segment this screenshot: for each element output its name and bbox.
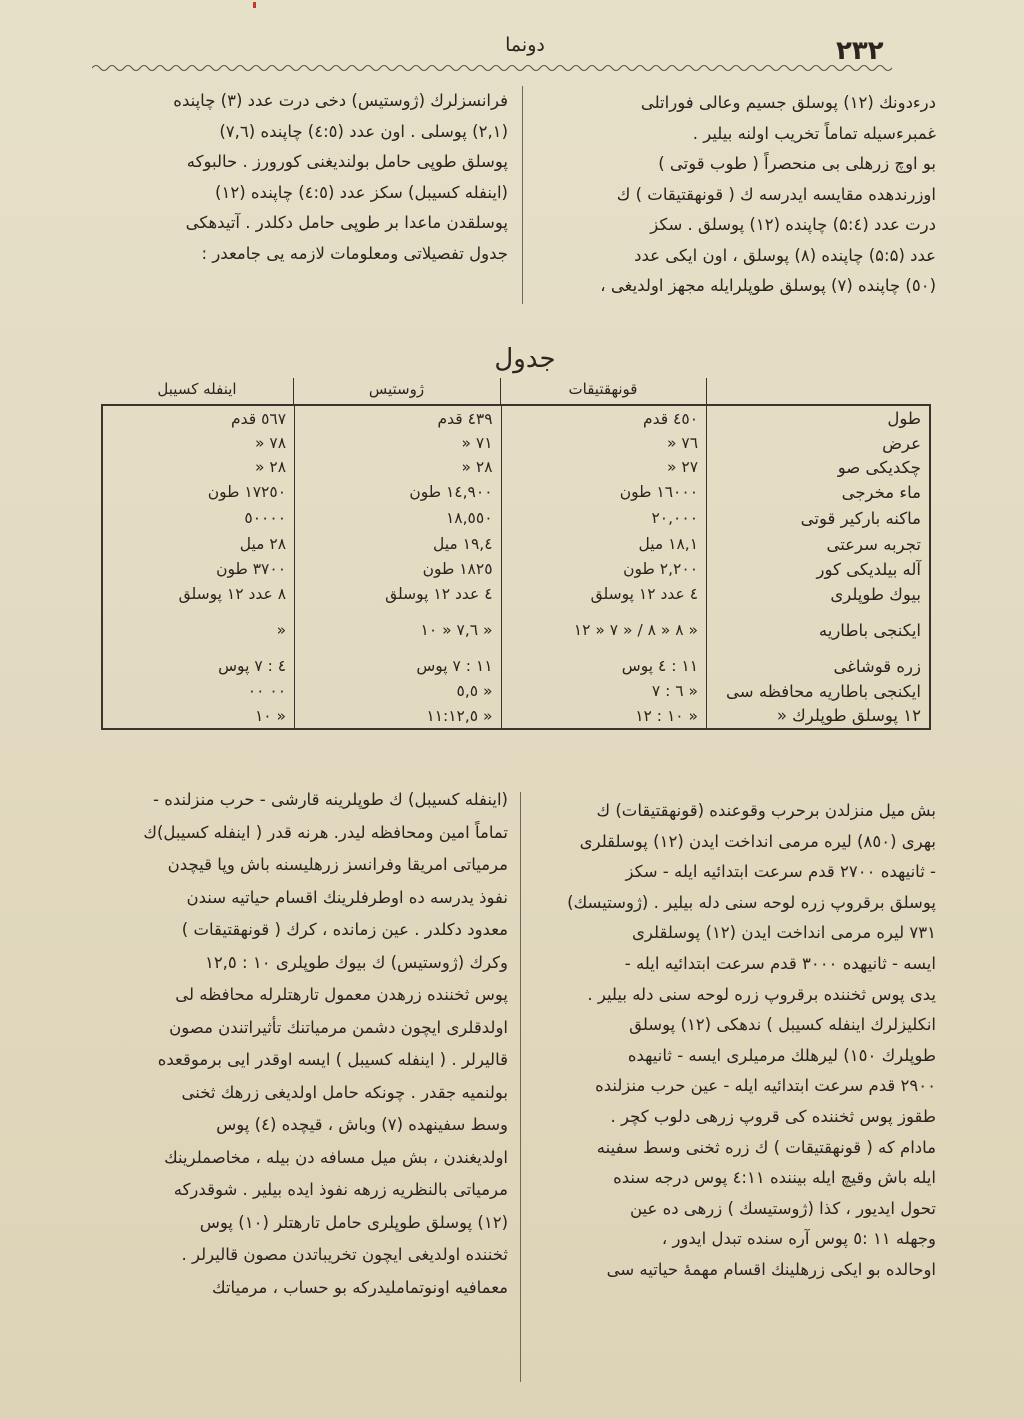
right-column-top [536, 88, 936, 302]
row-label: ايكنجى باطاريه محافظه سى [707, 679, 930, 703]
text-line: طوپلرك ١٥٠) ليرهلك مرميلرى ايسه - ثانيهده [627, 1045, 936, 1065]
text-line: درءدونك (۱۲) پوسلق جسيم وعالى فوراتلى [640, 93, 936, 112]
text-line: (اينفله كسيبل) سكز عدد (٤:٥) چاپنده (١٢) [215, 182, 508, 202]
text-line: وسط سفينهده (٧) وباش ، قيچده (٤) پوس [216, 1115, 508, 1134]
ink-mark [253, 2, 256, 8]
text-line: (٥٠) چاپنده (۷) پوسلق طوپلرايله مجهز اولديغى ، [600, 276, 936, 295]
cell-konekticut: ١٦٠٠٠ طون [501, 479, 706, 505]
text-line: ايسه - ثانيهده ٣٠٠٠ قدم سرعت ابتدائيه ايله - [624, 953, 936, 973]
cell-justice: « ١١:١٢,٥ [295, 703, 502, 729]
cell-konekticut: « ٦ : ٧ [501, 679, 706, 703]
cell-inflexible: ٣٧٠٠ طون [102, 557, 295, 581]
table-row [102, 531, 930, 557]
cell-justice: ٤ عدد ١٢ پوسلق [295, 581, 502, 607]
text-line: عدد (۵:۵) چاپنده (۸) پوسلق ، اون ايكى عدد [634, 245, 936, 265]
cell-inflexible: ٧٨ « [102, 431, 295, 455]
running-title: دونما [505, 34, 545, 56]
cell-konekticut: ٢٧ « [501, 455, 706, 479]
cell-justice: ٤٣٩ قدم [295, 405, 502, 431]
cell-inflexible: « [102, 607, 295, 653]
row-label: ماكنه باركير قوتى [707, 505, 930, 531]
table-row [102, 581, 930, 607]
text-line: فرانسزلرك (ژوستيس) دخى درت عدد (۳) چاپنده [173, 91, 508, 110]
row-label: بيوك طوپلرى [707, 581, 930, 607]
row-label: چكديكى صو [707, 455, 930, 479]
cell-konekticut: ٧٦ « [501, 431, 706, 455]
left-column-bottom [98, 784, 508, 1304]
cell-justice: ١١ : ٧ پوس [295, 653, 502, 679]
cell-konekticut: ٤ عدد ١٢ پوسلق [501, 581, 706, 607]
table-row [102, 653, 930, 679]
cell-inflexible: « ١٠ [102, 703, 295, 729]
row-label: ماء مخرجى [707, 479, 930, 505]
text-line: تماماً امين ومحافظه ليدر. هرنه قدر ( اينفله كسيبل)ك [143, 822, 508, 842]
row-label: زره قوشاغى [707, 653, 930, 679]
text-line: درت عدد (۵:٤) چاپنده (۱۲) پوسلق . سكز [650, 215, 936, 234]
cell-konekticut: ٢,٢٠٠ طون [501, 557, 706, 581]
text-line: طقوز پوس ثخننده كى قروپ زرهى دلوب كچر . [610, 1106, 936, 1126]
row-label: ايكنجى باطاريه [707, 607, 930, 653]
cell-konekticut: ١١ : ٤ پوس [501, 653, 706, 679]
text-line: اوحالده بو ايكى زرهلينك اقسام مهمهٔ حياتيه سى [606, 1259, 936, 1279]
cell-justice: ١٤,٩٠٠ طون [295, 479, 502, 505]
table-row [102, 557, 930, 581]
table-row [102, 455, 930, 479]
cell-inflexible: ٨ عدد ١٢ پوسلق [102, 581, 295, 607]
text-line: پوس ثخننده زرهدن معمول تارهتلرله محافظه لى [175, 985, 508, 1004]
cell-inflexible: ٥٦٧ قدم [102, 405, 295, 431]
text-line: جدول تفصيلاتى ومعلومات لازمه يى جامعدر : [201, 243, 508, 263]
right-column-bottom [530, 796, 936, 1286]
text-line: وكرك (ژوستيس) ك بيوك طوپلرى ١٠ : ١٢,٥ [204, 952, 508, 972]
text-line: بولنميه جقدر . چونكه حامل اولديغى زرهك ثخنى [181, 1082, 508, 1102]
cell-konekticut: ١٨,١ ميل [501, 531, 706, 557]
text-line: اولدقلرى ايچون دشمن مرمياتنك تأثيراتندن مصون [169, 1017, 508, 1037]
text-line: (اينفله كسيبل) ك طوپلرينه قارشى - حرب منزلنده - [153, 790, 508, 809]
column-divider [520, 792, 521, 1382]
text-line: اوزرندهده مقايسه ايدرسه ك ( قونهقتيقات ) ك [616, 184, 936, 204]
column-divider [522, 86, 523, 304]
text-line: (١٢) پوسلق طوپلرى حامل تارهتلر (١٠) پوس [199, 1212, 508, 1232]
text-line: انكليزلرك اينفله كسيبل ) ندهكى (١٢) پوسلق [629, 1015, 936, 1035]
text-line: مادام كه ( قونهقتيقات ) ك زره ثخنى وسط سفينه [596, 1137, 936, 1157]
row-label: تجربه سرعتى [707, 531, 930, 557]
cell-justice: ١٩,٤ ميل [295, 531, 502, 557]
row-label: آله بيلديكى كور [707, 557, 930, 581]
text-line: معدود دكلدر . عين زمانده ، كرك ( قونهقتيقات ) [181, 920, 508, 939]
table-caption: جدول [494, 344, 556, 374]
ship-comparison-table [101, 404, 931, 730]
text-line: پوسلقدن ماعدا بر طوپى حامل دكلدر . آتيدهكى [185, 213, 508, 232]
page-number: ۲۳۲ [836, 36, 884, 66]
text-line: مرمياتى بالنظريه زرهه نفوذ ايده بيلير . شوقدركه [173, 1180, 508, 1199]
column-header: اينفله كسيبل [157, 380, 237, 398]
cell-konekticut: « ٨ « ٨ / « ٧ « ١٢ [501, 607, 706, 653]
cell-inflexible: ٤ : ٧ پوس [102, 653, 295, 679]
table-row [102, 679, 930, 703]
text-line: بهرى (٨٥٠) ليره مرمى انداخت ايدن (١٢) پوسلقلرى [579, 831, 936, 851]
cell-konekticut: ٤٥٠ قدم [501, 405, 706, 431]
text-line: غمبرءسيله تماماً تخريب اولنه بيلير . [692, 123, 936, 143]
text-line: پوسلق طوپى حامل بولنديغنى كورورز . حالبوكه [186, 152, 508, 171]
table-row [102, 607, 930, 653]
text-line: ٢٩٠٠ قدم سرعت ابتدائيه ايله - عين حرب منزلنده [595, 1076, 936, 1096]
text-line: - ثانيهده ٢٧٠٠ قدم سرعت ابتدائيه ايله - سكز [625, 862, 936, 882]
text-line: وجهله ١١ :٥ پوس آره سنده تبدل ايدور ، [661, 1229, 936, 1249]
text-line: ايله باش وقيچ ايله بيننده ٤:١١ پوس درجه سنده [613, 1168, 936, 1188]
text-line: بش ميل منزلدن برحرب وقوعنده (قونهقتيقات) ك [596, 801, 936, 820]
text-line: يدى پوس ثخننده برقروپ زره لوحه سنى دله بيلير . [587, 984, 936, 1004]
text-line: اولديغندن ، بش ميل مسافه دن بيله ، مخاصملرينك [164, 1147, 508, 1167]
text-line: معمافيه اونوتمامليدركه بو حساب ، مرمياتك [212, 1277, 508, 1297]
cell-justice: ١٨,٥٥٠ [295, 505, 502, 531]
cell-justice: ٧١ « [295, 431, 502, 455]
row-label: طول [707, 405, 930, 431]
text-line: پوسلق برقروپ زره لوحه سنى دله بيلير . (ژوستيسك) [567, 892, 936, 912]
text-line: ثخننده اولديغى ايچون تخريباتدن مصون قاليرلر . [181, 1245, 508, 1264]
left-column-top [100, 86, 508, 269]
table-row [102, 431, 930, 455]
cell-inflexible: ٥٠٠٠٠ [102, 505, 295, 531]
row-label: ١٢ پوسلق طوپلرك « [707, 703, 930, 729]
table-row [102, 405, 930, 431]
text-line: بو اوچ زرهلى بى منحصراً ( طوب قوتى ) [658, 154, 936, 173]
table-row [102, 505, 930, 531]
table-row [102, 479, 930, 505]
column-header: ژوستيس [368, 380, 425, 398]
table-row [102, 703, 930, 729]
cell-inflexible: ٠٠ ٠٠ [102, 679, 295, 703]
text-line: ٧٣١ ليره مرمى انداخت ايدن (١٢) پوسلقلرى [632, 923, 936, 943]
cell-konekticut: « ١٠ : ١٢ [501, 703, 706, 729]
row-label: عرض [707, 431, 930, 455]
column-header: قونهقتيقات [568, 380, 638, 398]
text-line: مرمياتى امريقا وفرانسز زرهليسنه باش وپا قيچدن [167, 855, 508, 874]
header-separator [706, 378, 707, 404]
text-line: (۲,۱) پوسلى . اون عدد (٤:٥) چاپنده (٧,٦) [219, 121, 508, 141]
cell-inflexible: ٢٨ ميل [102, 531, 295, 557]
cell-justice: ١٨٢٥ طون [295, 557, 502, 581]
cell-inflexible: ١٧٢٥٠ طون [102, 479, 295, 505]
cell-justice: « ٧,٦ « ١٠ [295, 607, 502, 653]
header-wavy-rule [92, 62, 942, 74]
cell-justice: ٢٨ « [295, 455, 502, 479]
cell-konekticut: ٢٠,٠٠٠ [501, 505, 706, 531]
cell-justice: « ٥,٥ [295, 679, 502, 703]
text-line: نفوذ يدرسه ده اوطرفلرينك اقسام حياتيه سندن [186, 887, 508, 907]
cell-inflexible: ٢٨ « [102, 455, 295, 479]
text-line: تحول ايديور ، كذا (ژوستيسك ) زرهى ده عين [629, 1198, 936, 1218]
text-line: قاليرلر . ( اينفله كسيبل ) ايسه اوقدر ايى برموقعده [157, 1050, 508, 1069]
